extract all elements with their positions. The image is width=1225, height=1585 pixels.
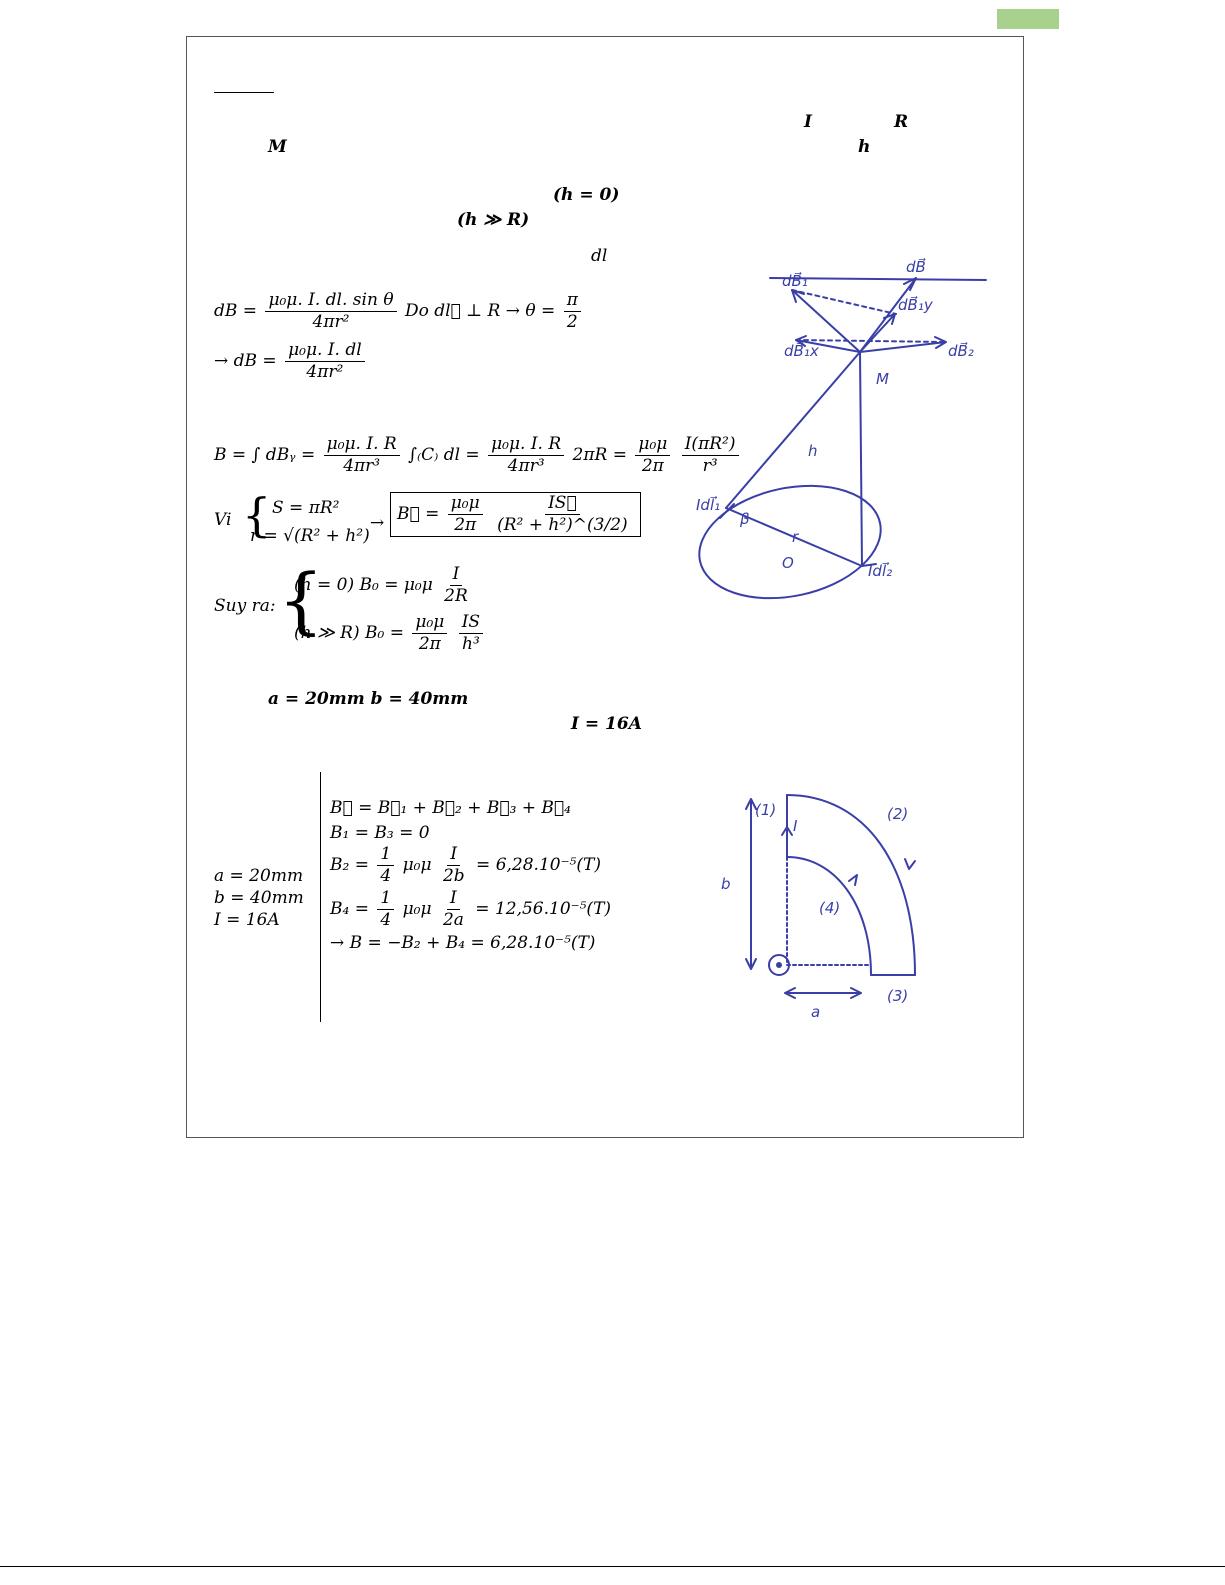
- a-dimension: [785, 988, 861, 998]
- vi-brace: {: [242, 488, 272, 542]
- svg-text:O: O: [782, 554, 794, 572]
- given-b: b = 40mm: [214, 888, 304, 908]
- svg-text:Idl⃗₂: Idl⃗₂: [868, 562, 893, 580]
- eq-dB: dB = $\frac{\text{μ₀μ. I. dl. sin θ}}{\text{4πr²}}$ Do dl⃗ ⊥ R → θ = $\frac{\pi}{2}$: [214, 292, 584, 331]
- svg-text:dB⃗₁y: dB⃗₁y: [898, 296, 933, 314]
- case2: (h ≫ R) B₀ = $\frac{\text{μ₀μ}}{2\pi}$ $\frac{IS}{\text{h³}}$: [294, 614, 486, 653]
- eq-B: B = ∫ dBᵧ = $\frac{\text{μ₀μ. I. R}}{\text{4πr³}}$ ∫₍C₎ dl = $\frac{\text{μ₀μ. I. R}}{\text{4πr³}}$ 2πR = $\frac{\text{μ₀μ}}{2\pi}$ $\frac{\text{I(πR²)}}{\text{r³}}$: [214, 436, 742, 475]
- given-ab-bold: a = 20mm b = 40mm: [268, 689, 469, 709]
- sol-line1: B⃗ = B⃗₁ + B⃗₂ + B⃗₃ + B⃗₄: [330, 798, 571, 818]
- var-dl: dl: [591, 246, 608, 266]
- svg-text:dB⃗: dB⃗: [906, 258, 926, 276]
- svg-text:Idl⃗₁: Idl⃗₁: [696, 496, 721, 514]
- vi-label: Vi: [214, 510, 232, 530]
- vi-line2: r = √(R² + h²): [250, 526, 370, 546]
- vi-arrow: →: [370, 513, 385, 533]
- current-arrow-1: [782, 827, 792, 847]
- svg-text:(3): (3): [887, 987, 909, 1005]
- given-I-bold: I = 16A: [571, 714, 642, 734]
- svg-text:h: h: [808, 442, 818, 460]
- axis-line: [860, 352, 862, 566]
- eq-dB2: → dB = $\frac{\text{μ₀μ. I. dl}}{\text{4πr²}}$: [214, 342, 368, 381]
- given-divider: [320, 772, 321, 1022]
- given-a: a = 20mm: [214, 866, 304, 886]
- var-M: M: [268, 137, 287, 157]
- dashed-1: [792, 290, 896, 314]
- sol-line4: B₄ = $\frac{1}{4}$ μ₀μ $\frac{I}{2a}$ = 12,56.10⁻⁵(T): [330, 888, 612, 930]
- svg-text:r: r: [792, 528, 799, 546]
- cond-h-large: (h ≫ R): [457, 210, 530, 230]
- origin-dot: [776, 962, 782, 968]
- footer-rule: [0, 1566, 1225, 1567]
- svg-text:dB⃗₁: dB⃗₁: [782, 272, 808, 290]
- svg-text:(4): (4): [819, 899, 841, 917]
- svg-text:β: β: [740, 510, 750, 528]
- r-line-left: [726, 352, 860, 508]
- suy-ra: Suy ra:: [214, 596, 276, 616]
- sol-line3: B₂ = $\frac{1}{4}$ μ₀μ $\frac{I}{2b}$ = 6,28.10⁻⁵(T): [330, 844, 601, 886]
- svg-text:M: M: [876, 370, 889, 388]
- svg-text:(1): (1): [755, 801, 777, 819]
- sol-line2: B₁ = B₃ = 0: [330, 823, 430, 843]
- given-I: I = 16A: [214, 910, 280, 930]
- heading-underline: [214, 92, 274, 93]
- header-tab: [997, 9, 1059, 29]
- cond-h-zero: (h = 0): [553, 185, 620, 205]
- svg-text:dB⃗₂: dB⃗₂: [948, 342, 974, 360]
- loop-field-sketch: [690, 260, 1000, 610]
- vi-line1: S = πR²: [272, 498, 340, 518]
- suy-ra-brace: {: [278, 558, 324, 642]
- b-dimension: [746, 799, 756, 969]
- var-I: I: [804, 112, 812, 132]
- svg-text:(2): (2): [887, 805, 909, 823]
- svg-text:b: b: [721, 875, 731, 893]
- case1: (h = 0) B₀ = μ₀μ $\frac{I}{2R}$: [294, 564, 468, 606]
- dB1y-vector: [860, 314, 895, 352]
- var-R: R: [894, 112, 909, 132]
- var-h: h: [858, 137, 871, 157]
- current-arrow-2: [905, 859, 915, 869]
- sol-line5: → B = −B₂ + B₄ = 6,28.10⁻⁵(T): [330, 933, 596, 953]
- boxed-result: B⃗ = $\frac{\text{μ₀μ}}{2\pi}$ $\frac{IS⃗}{\text{(R² + h²)\textasciicircum{}(3/2)}}$: [390, 492, 641, 537]
- svg-text:a: a: [811, 1003, 821, 1021]
- svg-text:dB⃗₁x: dB⃗₁x: [784, 342, 819, 360]
- current-arrow-4: [849, 875, 857, 885]
- svg-text:I: I: [793, 817, 798, 835]
- quarter-ring-sketch: [715, 785, 965, 1045]
